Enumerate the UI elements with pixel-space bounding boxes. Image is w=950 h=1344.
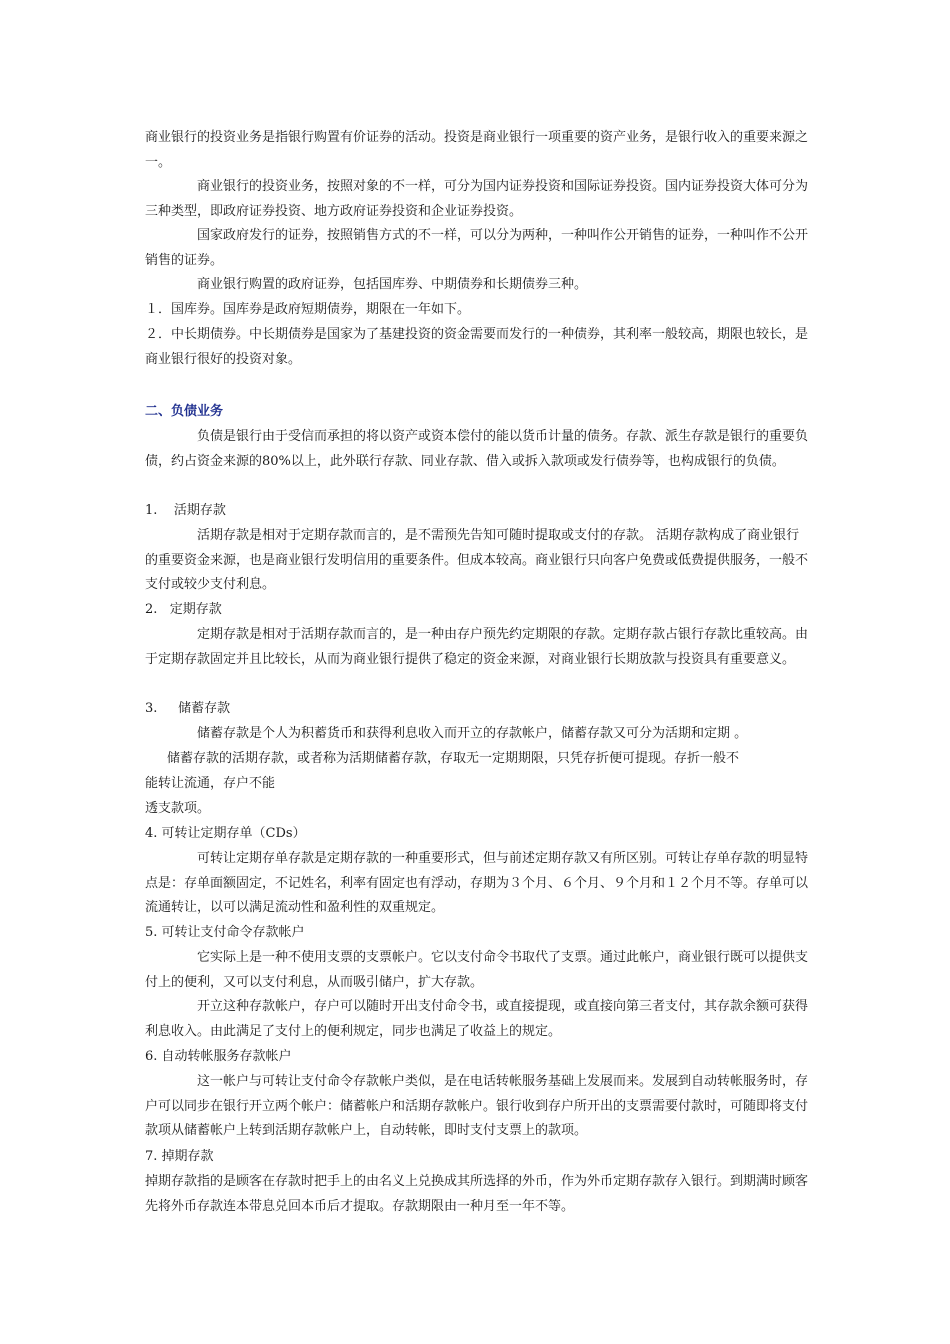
paragraph-now-account-1: 它实际上是一种不使用支票的支票帐户。它以支付命令书取代了支票。通过此帐户，商业银行既可以提供支付上的便利，又可以支付利息，从而吸引储户，扩大存款。 — [145, 950, 809, 990]
list-item-treasury-bills: １．国库券。国库券是政府短期债券，期限在一年如下。 — [145, 302, 471, 317]
savings-line-3: 能转让流通，存户不能 — [145, 776, 276, 791]
savings-line-4: 透支款项。 — [145, 801, 211, 816]
subsection-title-now-account: 5. 可转让支付命令存款帐户 — [145, 925, 305, 940]
subsection-title-demand-deposit: 1. 活期存款 — [145, 503, 226, 518]
section-heading-liability: 二、负债业务 — [145, 404, 224, 419]
paragraph-liability-intro: 负债是银行由于受信而承担的将以资产或资本偿付的能以货币计量的债务。存款、派生存款是银行的重要负债，约占资金来源的80%以上，此外联行存款、同业存款、借入或拆入款项或发行债券等，也构成银行的负债。 — [145, 429, 809, 469]
paragraph-now-account-2: 开立这种存款帐户，存户可以随时开出支付命令书，或直接提现，或直接向第三者支付，其存款余额可获得利息收入。由此满足了支付上的便利规定，同步也满足了收益上的规定。 — [145, 999, 809, 1039]
paragraph-investment-types: 商业银行的投资业务，按照对象的不一样，可分为国内证券投资和国际证券投资。国内证券投资大体可分为三种类型，即政府证券投资、地方政府证券投资和企业证券投资。 — [145, 179, 809, 219]
list-item-medium-long-bonds: ２．中长期债券。中长期债券是国家为了基建投资的资金需要而发行的一种债券，其利率一般较高，期限也较长，是商业银行很好的投资对象。 — [145, 327, 809, 367]
paragraph-ats-account: 这一帐户与可转让支付命令存款帐户类似，是在电话转帐服务基础上发展而来。发展到自动转帐服务时，存户可以同步在银行开立两个帐户：储蓄帐户和活期存款帐户。银行收到存户所开出的支票需要付款时，可随即将支付款项从储蓄帐户上转到活期存款帐户上，自动转帐，即时支付支票上的款项。 — [145, 1074, 809, 1138]
subsection-title-savings-deposit: 3. 储蓄存款 — [145, 701, 231, 716]
subsection-title-swap-deposit: 7. 掉期存款 — [145, 1149, 214, 1164]
savings-line-2: 储蓄存款的活期存款，或者称为活期储蓄存款，存取无一定期期限，只凭存折便可提现。存折一般不 — [167, 751, 740, 766]
paragraph-time-deposit: 定期存款是相对于活期存款而言的，是一种由存户预先约定期限的存款。定期存款占银行存款比重较高。由于定期存款固定并且比较长，从而为商业银行提供了稳定的资金来源，对商业银行长期放款与投资具有重要意义。 — [145, 627, 809, 667]
paragraph-swap-deposit: 掉期存款指的是顾客在存款时把手上的由名义上兑换成其所选择的外币，作为外币定期存款存入银行。到期满时顾客先将外币存款连本带息兑回本币后才提取。存款期限由一种月至一年不等。 — [145, 1174, 809, 1214]
paragraph-government-securities: 国家政府发行的证券，按照销售方式的不一样，可以分为两种，一种叫作公开销售的证券，一种叫作不公开销售的证券。 — [145, 228, 809, 268]
paragraph-cds: 可转让定期存单存款是定期存款的一种重要形式，但与前述定期存款又有所区别。可转让存单存款的明显特点是：存单面额固定，不记姓名，利率有固定也有浮动，存期为３个月、６个月、９个月和１２个月不等。存单可以流通转让，以可以满足流动性和盈利性的双重规定。 — [145, 851, 809, 915]
paragraph-securities-kinds: 商业银行购置的政府证券，包括国库券、中期债券和长期债券三种。 — [197, 277, 588, 292]
paragraph-demand-deposit: 活期存款是相对于定期存款而言的，是不需预先告知可随时提取或支付的存款。 活期存款构成了商业银行的重要资金来源，也是商业银行发明信用的重要条件。但成本较高。商业银行只向客户免费或低费提供服务，一般不支付或较少支付利息。 — [145, 528, 809, 592]
subsection-title-time-deposit: 2. 定期存款 — [145, 602, 222, 617]
savings-line-1: 储蓄存款是个人为积蓄货币和获得利息收入而开立的存款帐户，储蓄存款又可分为活期和定期 。 — [197, 726, 748, 741]
subsection-title-ats-account: 6. 自动转帐服务存款帐户 — [145, 1049, 292, 1064]
subsection-title-cds: 4. 可转让定期存单（CDs） — [145, 826, 306, 841]
paragraph-investment-definition: 商业银行的投资业务是指银行购置有价证券的活动。投资是商业银行一项重要的资产业务，是银行收入的重要来源之一。 — [145, 130, 809, 170]
